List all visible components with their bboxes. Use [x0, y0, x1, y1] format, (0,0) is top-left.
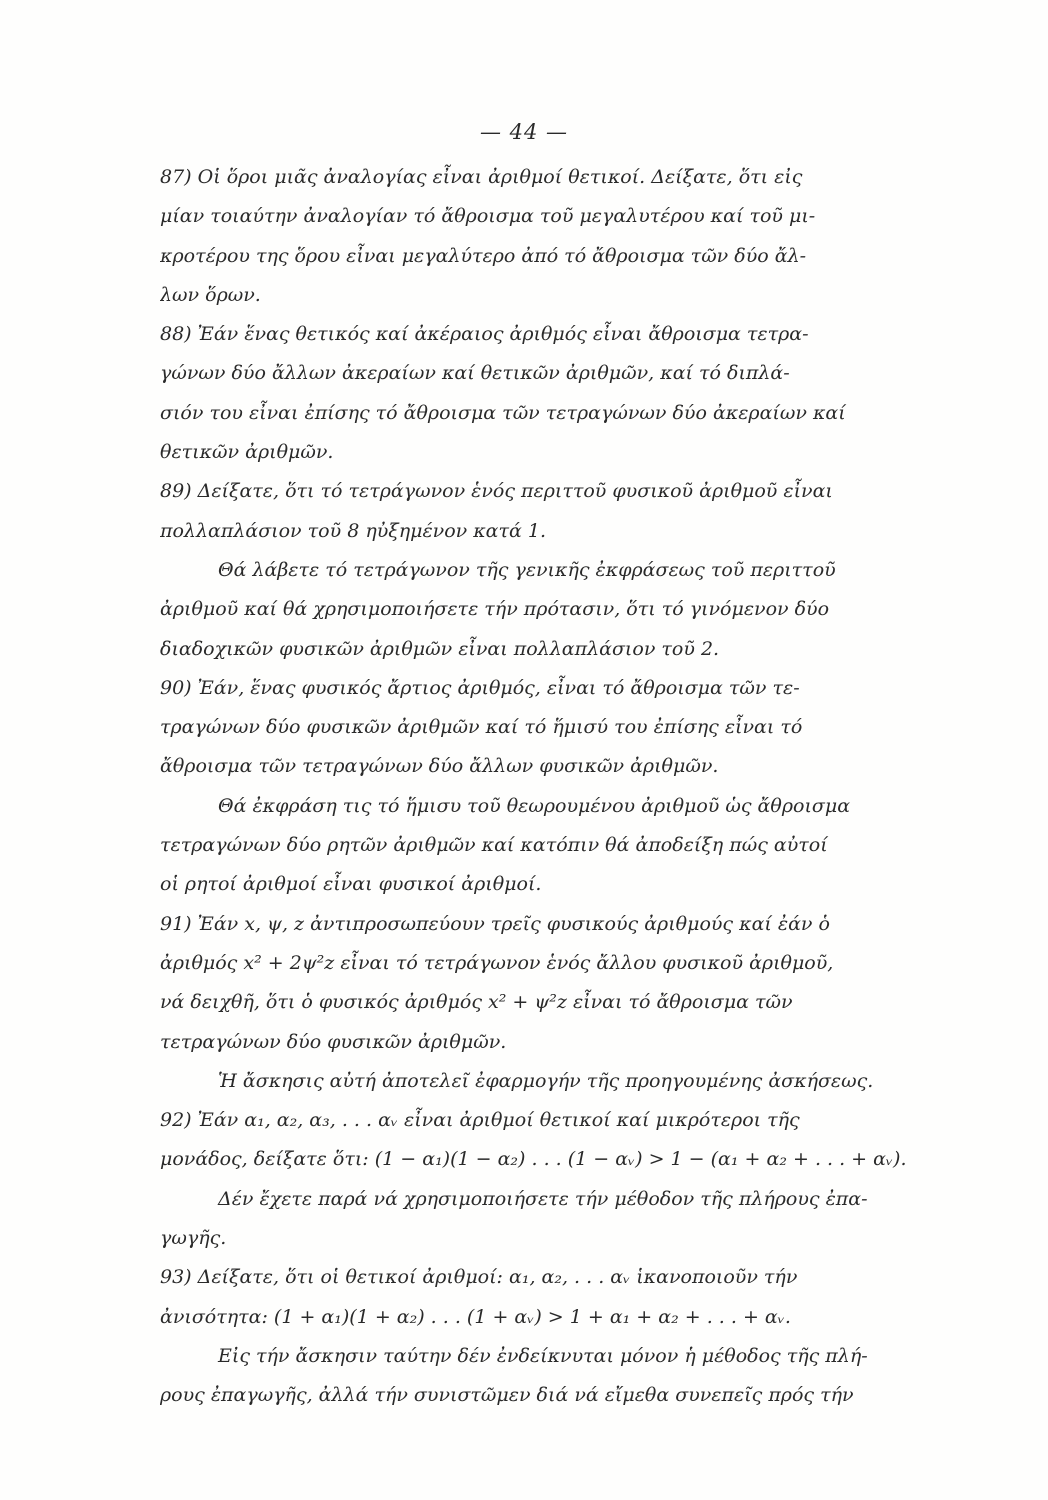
problem-90-hint-line-3: οἱ ρητοί ἀριθμοί εἶναι φυσικοί ἀριθμοί.	[160, 873, 542, 896]
problem-90-line-1: 90) Ἐάν, ἕνας φυσικός ἄρτιος ἀριθμός, εἶναι τό ἄθροισμα τῶν τε-	[160, 676, 800, 699]
problem-92-hint-line-2: γωγῆς.	[160, 1227, 227, 1250]
problem-88-line-1: 88) Ἐάν ἕνας θετικός καί ἀκέραιος ἀριθμός εἶναι ἄθροισμα τετρα-	[160, 323, 809, 346]
problem-91-line-2: ἀριθμός x² + 2ψ²z εἶναι τό τετράγωνον ἑνός ἄλλου φυσικοῦ ἀριθμοῦ,	[160, 951, 834, 974]
problem-89-line-1: 89) Δείξατε, ὅτι τό τετράγωνον ἑνός περιττοῦ φυσικοῦ ἀριθμοῦ εἶναι	[160, 480, 833, 503]
problem-93-line-2: ἀνισότητα: (1 + α₁)(1 + α₂) . . . (1 + αᵥ) > 1 + α₁ + α₂ + . . . + αᵥ.	[160, 1305, 791, 1328]
problem-89-line-2: πολλαπλάσιον τοῦ 8 ηὐξημένον κατά 1.	[160, 519, 547, 542]
problem-87-line-1: 87) Οἱ ὅροι μιᾶς ἀναλογίας εἶναι ἀριθμοί θετικοί. Δείξατε, ὅτι εἰς	[160, 166, 803, 188]
problem-89-hint-line-2: ἀριθμοῦ καί θά χρησιμοποιήσετε τήν πρότασιν, ὅτι τό γινόμενον δύο	[160, 598, 830, 621]
problem-93-line-1: 93) Δείξατε, ὅτι οἱ θετικοί ἀριθμοί: α₁, α₂, . . . αᵥ ἱκανοποιοῦν τήν	[160, 1266, 798, 1289]
problem-93-hint-line-1: Εἰς τήν ἄσκησιν ταύτην δέν ἐνδείκνυται μόνον ἡ μέθοδος τῆς πλή-	[218, 1344, 868, 1367]
problem-89-hint-line-3: διαδοχικῶν φυσικῶν ἀριθμῶν εἶναι πολλαπλάσιον τοῦ 2.	[160, 637, 720, 660]
problem-92-line-1: 92) Ἐάν α₁, α₂, α₃, . . . αᵥ εἶναι ἀριθμοί θετικοί καί μικρότεροι τῆς	[160, 1109, 800, 1132]
problem-87-line-4: λων ὅρων.	[160, 283, 261, 306]
problem-90-line-3: ἄθροισμα τῶν τετραγώνων δύο ἄλλων φυσικῶν ἀριθμῶν.	[160, 755, 719, 778]
problem-90-line-2: τραγώνων δύο φυσικῶν ἀριθμῶν καί τό ἥμισύ του ἐπίσης εἶναι τό	[160, 716, 803, 739]
problem-90-hint-line-2: τετραγώνων δύο ρητῶν ἀριθμῶν καί κατόπιν θά ἀποδείξη πώς αὐτοί	[160, 834, 828, 857]
problem-89-hint-line-1: Θά λάβετε τό τετράγωνον τῆς γενικῆς ἐκφράσεως τοῦ περιττοῦ	[218, 558, 836, 581]
problem-92-line-2: μονάδος, δείξατε ὅτι: (1 − α₁)(1 − α₂) . . . (1 − αᵥ) > 1 − (α₁ + α₂ + . . . + αᵥ).	[160, 1148, 907, 1171]
text-body	[160, 158, 980, 1416]
page-number: — 44 —	[479, 120, 569, 144]
problem-91-line-3: νά δειχθῆ, ὅτι ὁ φυσικός ἀριθμός x² + ψ²z εἶναι τό ἄθροισμα τῶν	[160, 991, 793, 1014]
problem-87-line-3: κροτέρου της ὅρου εἶναι μεγαλύτερο ἀπό τό ἄθροισμα τῶν δύο ἄλ-	[160, 244, 807, 267]
problem-91-line-1: 91) Ἐάν x, ψ, z ἀντιπροσωπεύουν τρεῖς φυσικούς ἀριθμούς καί ἐάν ὁ	[160, 912, 830, 935]
problem-91-line-4: τετραγώνων δύο φυσικῶν ἀριθμῶν.	[160, 1030, 507, 1053]
problem-92-hint-line-1: Δέν ἔχετε παρά νά χρησιμοποιήσετε τήν μέθοδον τῆς πλήρους ἐπα-	[218, 1187, 868, 1210]
problem-91-hint-line-1: Ἡ ἄσκησις αὐτή ἀποτελεῖ ἐφαρμογήν τῆς προηγουμένης ἀσκήσεως.	[218, 1069, 874, 1092]
problem-88-line-2: γώνων δύο ἄλλων ἀκεραίων καί θετικῶν ἀριθμῶν, καί τό διπλά-	[160, 362, 790, 385]
problem-88-line-4: θετικῶν ἀριθμῶν.	[160, 441, 334, 464]
problem-87-line-2: μίαν τοιαύτην ἀναλογίαν τό ἄθροισμα τοῦ μεγαλυτέρου καί τοῦ μι-	[160, 205, 816, 228]
problem-88-line-3: σιόν του εἶναι ἐπίσης τό ἄθροισμα τῶν τετραγώνων δύο ἀκεραίων καί	[160, 401, 846, 424]
problem-93-hint-line-2: ρους ἐπαγωγῆς, ἀλλά τήν συνιστῶμεν διά νά εἴμεθα συνεπεῖς πρός τήν	[160, 1384, 854, 1407]
problem-90-hint-line-1: Θά ἐκφράση τις τό ἥμισυ τοῦ θεωρουμένου ἀριθμοῦ ὡς ἄθροισμα	[218, 794, 851, 817]
